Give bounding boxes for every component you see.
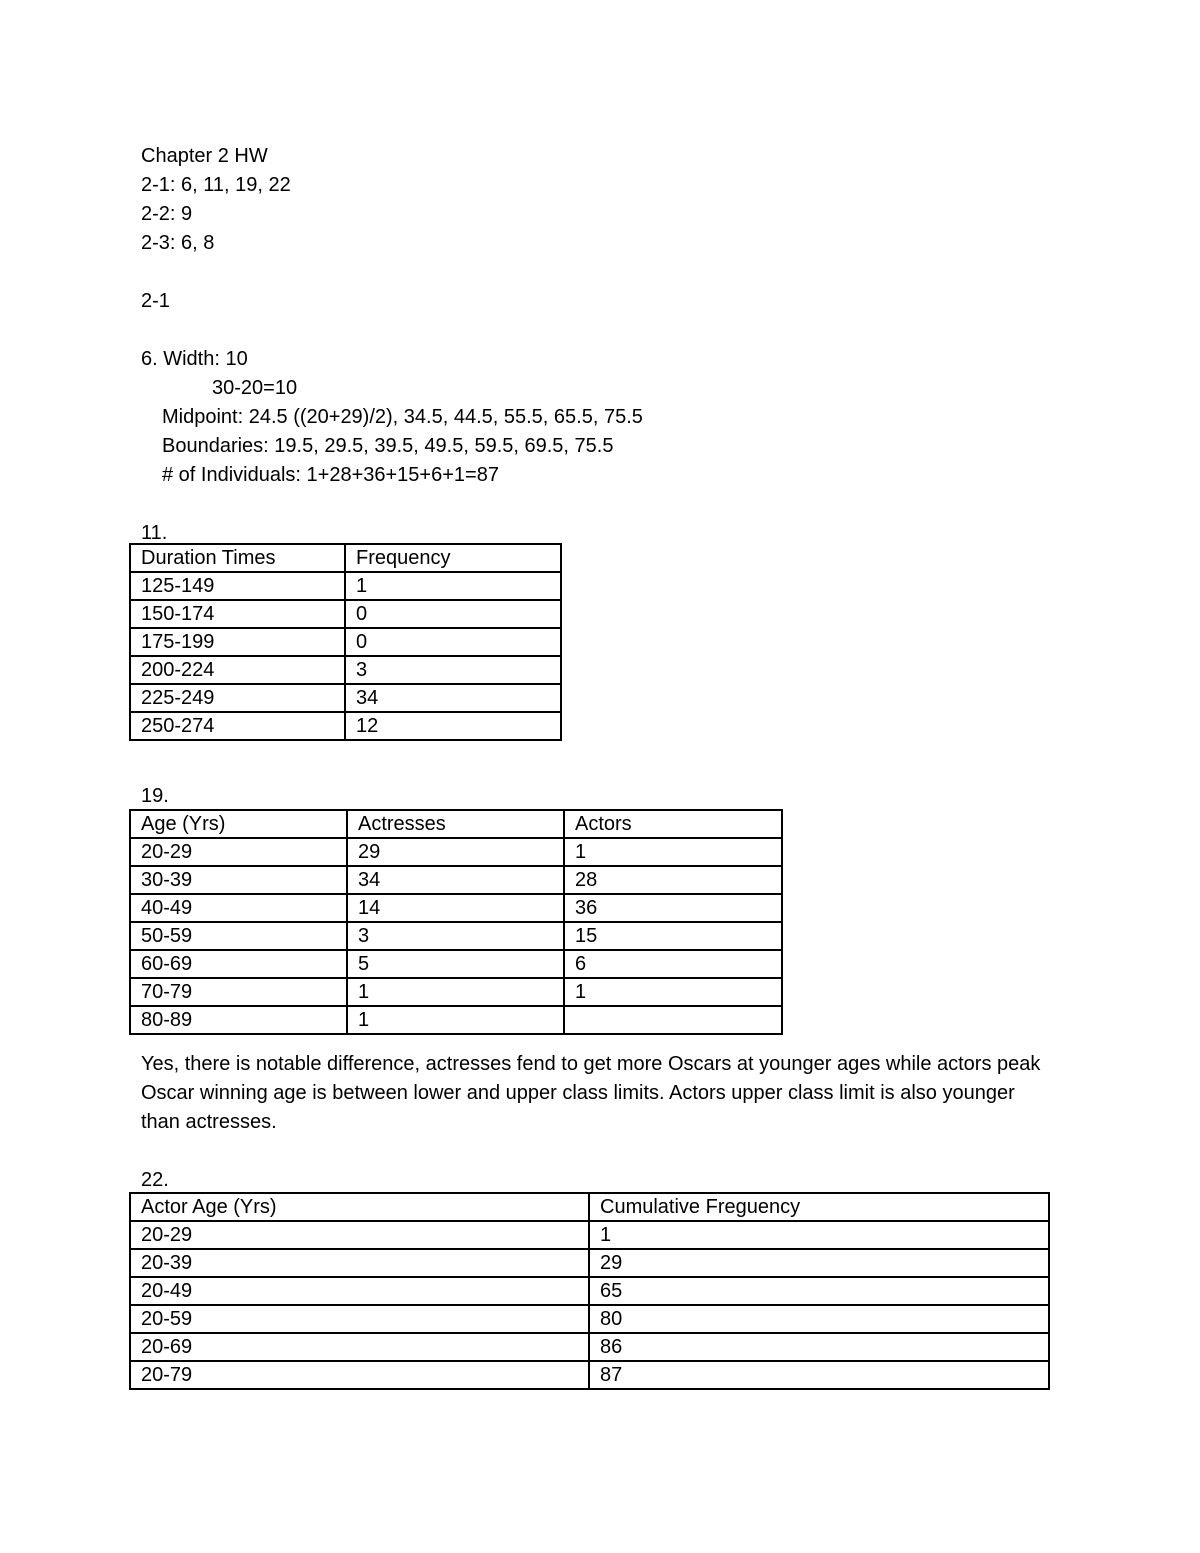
table-cell: 0: [345, 628, 561, 656]
assignment-line: 2-2: 9: [141, 203, 193, 225]
problem6-width-calc: 30-20=10: [212, 377, 298, 399]
column-header: Actors: [564, 810, 782, 838]
table-cell: 200-224: [130, 656, 345, 684]
problem6-width: 6. Width: 10: [141, 348, 248, 370]
problem19-answer: Yes, there is notable difference, actresses fend to get more Oscars at younger ages while actors peak Oscar winning age is between lower and upper class limits. Actors upper class limit is also younger than actresses.: [141, 1053, 1041, 1133]
column-header: Duration Times: [130, 544, 345, 572]
table-cell: 28: [564, 866, 782, 894]
table-cell: 250-274: [130, 712, 345, 740]
table-cell: 29: [589, 1249, 1049, 1277]
problem22-table: [129, 1192, 1050, 1390]
table-row: [130, 1277, 1049, 1305]
problem19-table: [129, 809, 783, 1035]
table-row: [130, 1333, 1049, 1361]
table-row: [130, 1361, 1049, 1389]
table-cell: 50-59: [130, 922, 347, 950]
table-row: [130, 628, 561, 656]
table-row: [130, 712, 561, 740]
table-row: [130, 1249, 1049, 1277]
table-cell: 20-69: [130, 1333, 589, 1361]
table-row: [130, 894, 782, 922]
table-cell: 87: [589, 1361, 1049, 1389]
table-row: [130, 572, 561, 600]
table-row: [130, 600, 561, 628]
table-row: [130, 922, 782, 950]
table-cell: 1: [564, 978, 782, 1006]
problem6-boundaries: Boundaries: 19.5, 29.5, 39.5, 49.5, 59.5, 69.5, 75.5: [162, 435, 614, 457]
table-cell: 1: [347, 978, 564, 1006]
table-cell: 70-79: [130, 978, 347, 1006]
table-row: [130, 866, 782, 894]
table-cell: 0: [345, 600, 561, 628]
table-cell: 20-59: [130, 1305, 589, 1333]
table-cell: 65: [589, 1277, 1049, 1305]
table-cell: 6: [564, 950, 782, 978]
table-cell: 1: [564, 838, 782, 866]
table-cell: 86: [589, 1333, 1049, 1361]
table-cell: 20-79: [130, 1361, 589, 1389]
table-cell: 34: [345, 684, 561, 712]
table-cell: 80-89: [130, 1006, 347, 1034]
table-cell: 175-199: [130, 628, 345, 656]
table-row: [130, 1305, 1049, 1333]
table-cell: 20-29: [130, 1221, 589, 1249]
table-cell: 125-149: [130, 572, 345, 600]
table-cell: 29: [347, 838, 564, 866]
table-row: [130, 1006, 782, 1034]
problem11-table: [129, 543, 562, 741]
assignment-line: 2-3: 6, 8: [141, 232, 215, 254]
table-header-row: [130, 810, 782, 838]
table-row: [130, 656, 561, 684]
table-cell: 1: [345, 572, 561, 600]
table-cell: 20-39: [130, 1249, 589, 1277]
table-cell: 30-39: [130, 866, 347, 894]
table-row: [130, 838, 782, 866]
section-heading: 2-1: [141, 290, 170, 312]
column-header: Actor Age (Yrs): [130, 1193, 589, 1221]
table-cell: [564, 1006, 782, 1034]
problem22-label: 22.: [141, 1169, 169, 1191]
table-row: [130, 1221, 1049, 1249]
table-row: [130, 978, 782, 1006]
table-cell: 60-69: [130, 950, 347, 978]
table-cell: 3: [347, 922, 564, 950]
table-cell: 150-174: [130, 600, 345, 628]
column-header: Frequency: [345, 544, 561, 572]
table-cell: 40-49: [130, 894, 347, 922]
table-cell: 20-49: [130, 1277, 589, 1305]
document-title: Chapter 2 HW: [141, 145, 268, 167]
table-row: [130, 684, 561, 712]
table-cell: 15: [564, 922, 782, 950]
assignment-line: 2-1: 6, 11, 19, 22: [141, 174, 291, 196]
table-header-row: [130, 544, 561, 572]
table-cell: 14: [347, 894, 564, 922]
table-cell: 12: [345, 712, 561, 740]
table-header-row: [130, 1193, 1049, 1221]
table-cell: 20-29: [130, 838, 347, 866]
table-cell: 225-249: [130, 684, 345, 712]
column-header: Age (Yrs): [130, 810, 347, 838]
problem6-midpoint: Midpoint: 24.5 ((20+29)/2), 34.5, 44.5, 55.5, 65.5, 75.5: [162, 406, 643, 428]
problem11-label: 11.: [141, 522, 168, 544]
table-cell: 1: [347, 1006, 564, 1034]
problem19-label: 19.: [141, 785, 169, 807]
table-cell: 1: [589, 1221, 1049, 1249]
column-header: Actresses: [347, 810, 564, 838]
problem6-individuals: # of Individuals: 1+28+36+15+6+1=87: [162, 464, 499, 486]
table-cell: 80: [589, 1305, 1049, 1333]
table-row: [130, 950, 782, 978]
table-cell: 36: [564, 894, 782, 922]
table-cell: 34: [347, 866, 564, 894]
column-header: Cumulative Freguency: [589, 1193, 1049, 1221]
table-cell: 5: [347, 950, 564, 978]
table-cell: 3: [345, 656, 561, 684]
